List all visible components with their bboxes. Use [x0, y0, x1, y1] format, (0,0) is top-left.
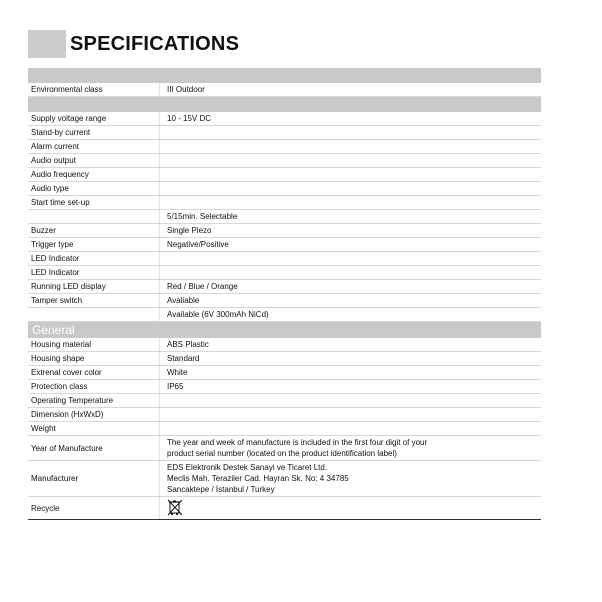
page-title: SPECIFICATIONS: [70, 33, 240, 55]
spec-value-line: Meclis Mah. Teraziler Cad. Hayran Sk. No: 4 34785: [167, 474, 349, 483]
spec-value: Avaliable: [167, 296, 200, 305]
table-row: [28, 497, 541, 520]
table-row: [28, 182, 541, 196]
spec-label: Dimension (HxWxD): [28, 408, 160, 421]
spec-value: IP65: [167, 382, 184, 391]
spec-value-line: The year and week of manufacture is included in the first four digit of your: [167, 438, 428, 447]
table-row: [28, 168, 541, 182]
spec-label: Weight: [28, 422, 160, 435]
spec-value: [160, 266, 541, 279]
crossed-out-wheelie-bin-icon: [167, 499, 183, 519]
table-row: [28, 83, 541, 97]
spec-value: [160, 154, 541, 167]
table-row: [28, 294, 541, 308]
spec-label: Buzzer: [28, 224, 160, 237]
spec-value: 10 - 15V DC: [167, 114, 212, 123]
spec-value: Single Piezo: [167, 226, 212, 235]
table-row: [28, 252, 541, 266]
spec-value: [160, 196, 541, 209]
table-row: [28, 308, 541, 322]
spec-value: 5/15min. Selectable: [167, 212, 238, 221]
table-row: [28, 140, 541, 154]
spec-label: [28, 308, 160, 321]
table-row: [28, 394, 541, 408]
table-row: [28, 210, 541, 224]
spec-value: Standard: [167, 354, 200, 363]
table-row: [28, 280, 541, 294]
table-row: [28, 461, 541, 497]
spec-label: LED Indicator: [28, 266, 160, 279]
spec-value: White: [167, 368, 188, 377]
spec-label: Recycle: [28, 497, 160, 519]
spec-label: Stand-by current: [28, 126, 160, 139]
spec-value: [160, 422, 541, 435]
spec-label: Extrenal cover color: [28, 366, 160, 379]
spec-value: Available (6V 300mAh NiCd): [167, 310, 269, 319]
title-accent-block: [28, 30, 66, 58]
spec-label: Year of Manufacture: [28, 436, 160, 460]
spec-value-line: product serial number (located on the product identification label): [167, 449, 397, 458]
table-row: [28, 224, 541, 238]
spec-label: Running LED display: [28, 280, 160, 293]
spec-value: [160, 436, 541, 460]
table-row: [28, 422, 541, 436]
spec-value: [160, 182, 541, 195]
spec-value: [160, 168, 541, 181]
spec-label: Environmental class: [28, 83, 160, 96]
spec-value: [160, 252, 541, 265]
spec-value: ABS Plastic: [167, 340, 209, 349]
table-row: [28, 436, 541, 461]
table-row: [28, 408, 541, 422]
spec-label: Audio output: [28, 154, 160, 167]
table-row: [28, 196, 541, 210]
spec-value: [160, 461, 541, 496]
table-row: [28, 352, 541, 366]
spec-label: Housing material: [28, 338, 160, 351]
table-row: [28, 154, 541, 168]
table-row: [28, 112, 541, 126]
table-row: [28, 266, 541, 280]
table-row: [28, 380, 541, 394]
spec-value: [160, 126, 541, 139]
spec-value: [160, 140, 541, 153]
spec-label: Protection class: [28, 380, 160, 393]
table-row: [28, 238, 541, 252]
spec-label: Start time set-up: [28, 196, 160, 209]
spec-label: Tamper switch: [28, 294, 160, 307]
spec-value-line: EDS Elektronik Destek Sanayi ve Ticaret Ltd.: [167, 463, 328, 472]
table-row: [28, 366, 541, 380]
spec-value: [160, 408, 541, 421]
spec-value: III Outdoor: [167, 85, 205, 94]
spec-label: Operating Temperature: [28, 394, 160, 407]
table-row: [28, 338, 541, 352]
spec-label: [28, 210, 160, 223]
spec-label: Alarm current: [28, 140, 160, 153]
spec-label: Supply voltage range: [28, 112, 160, 125]
specifications-table: [28, 68, 541, 520]
spec-label: Manufacturer: [28, 461, 160, 496]
spec-value-line: Sancaktepe / İstanbul / Turkey: [167, 485, 275, 494]
spec-label: Audio frequency: [28, 168, 160, 181]
section-header-1: [28, 68, 541, 83]
spec-value: Red / Blue / Orange: [167, 282, 238, 291]
spec-value: [160, 394, 541, 407]
spec-label: LED Indicator: [28, 252, 160, 265]
section-header-2: [28, 97, 541, 112]
spec-label: Audio type: [28, 182, 160, 195]
section-header-general: General: [28, 322, 541, 338]
spec-label: Trigger type: [28, 238, 160, 251]
spec-value: Negative/Positive: [167, 240, 229, 249]
spec-value: [160, 497, 541, 519]
table-row: [28, 126, 541, 140]
spec-label: Housing shape: [28, 352, 160, 365]
